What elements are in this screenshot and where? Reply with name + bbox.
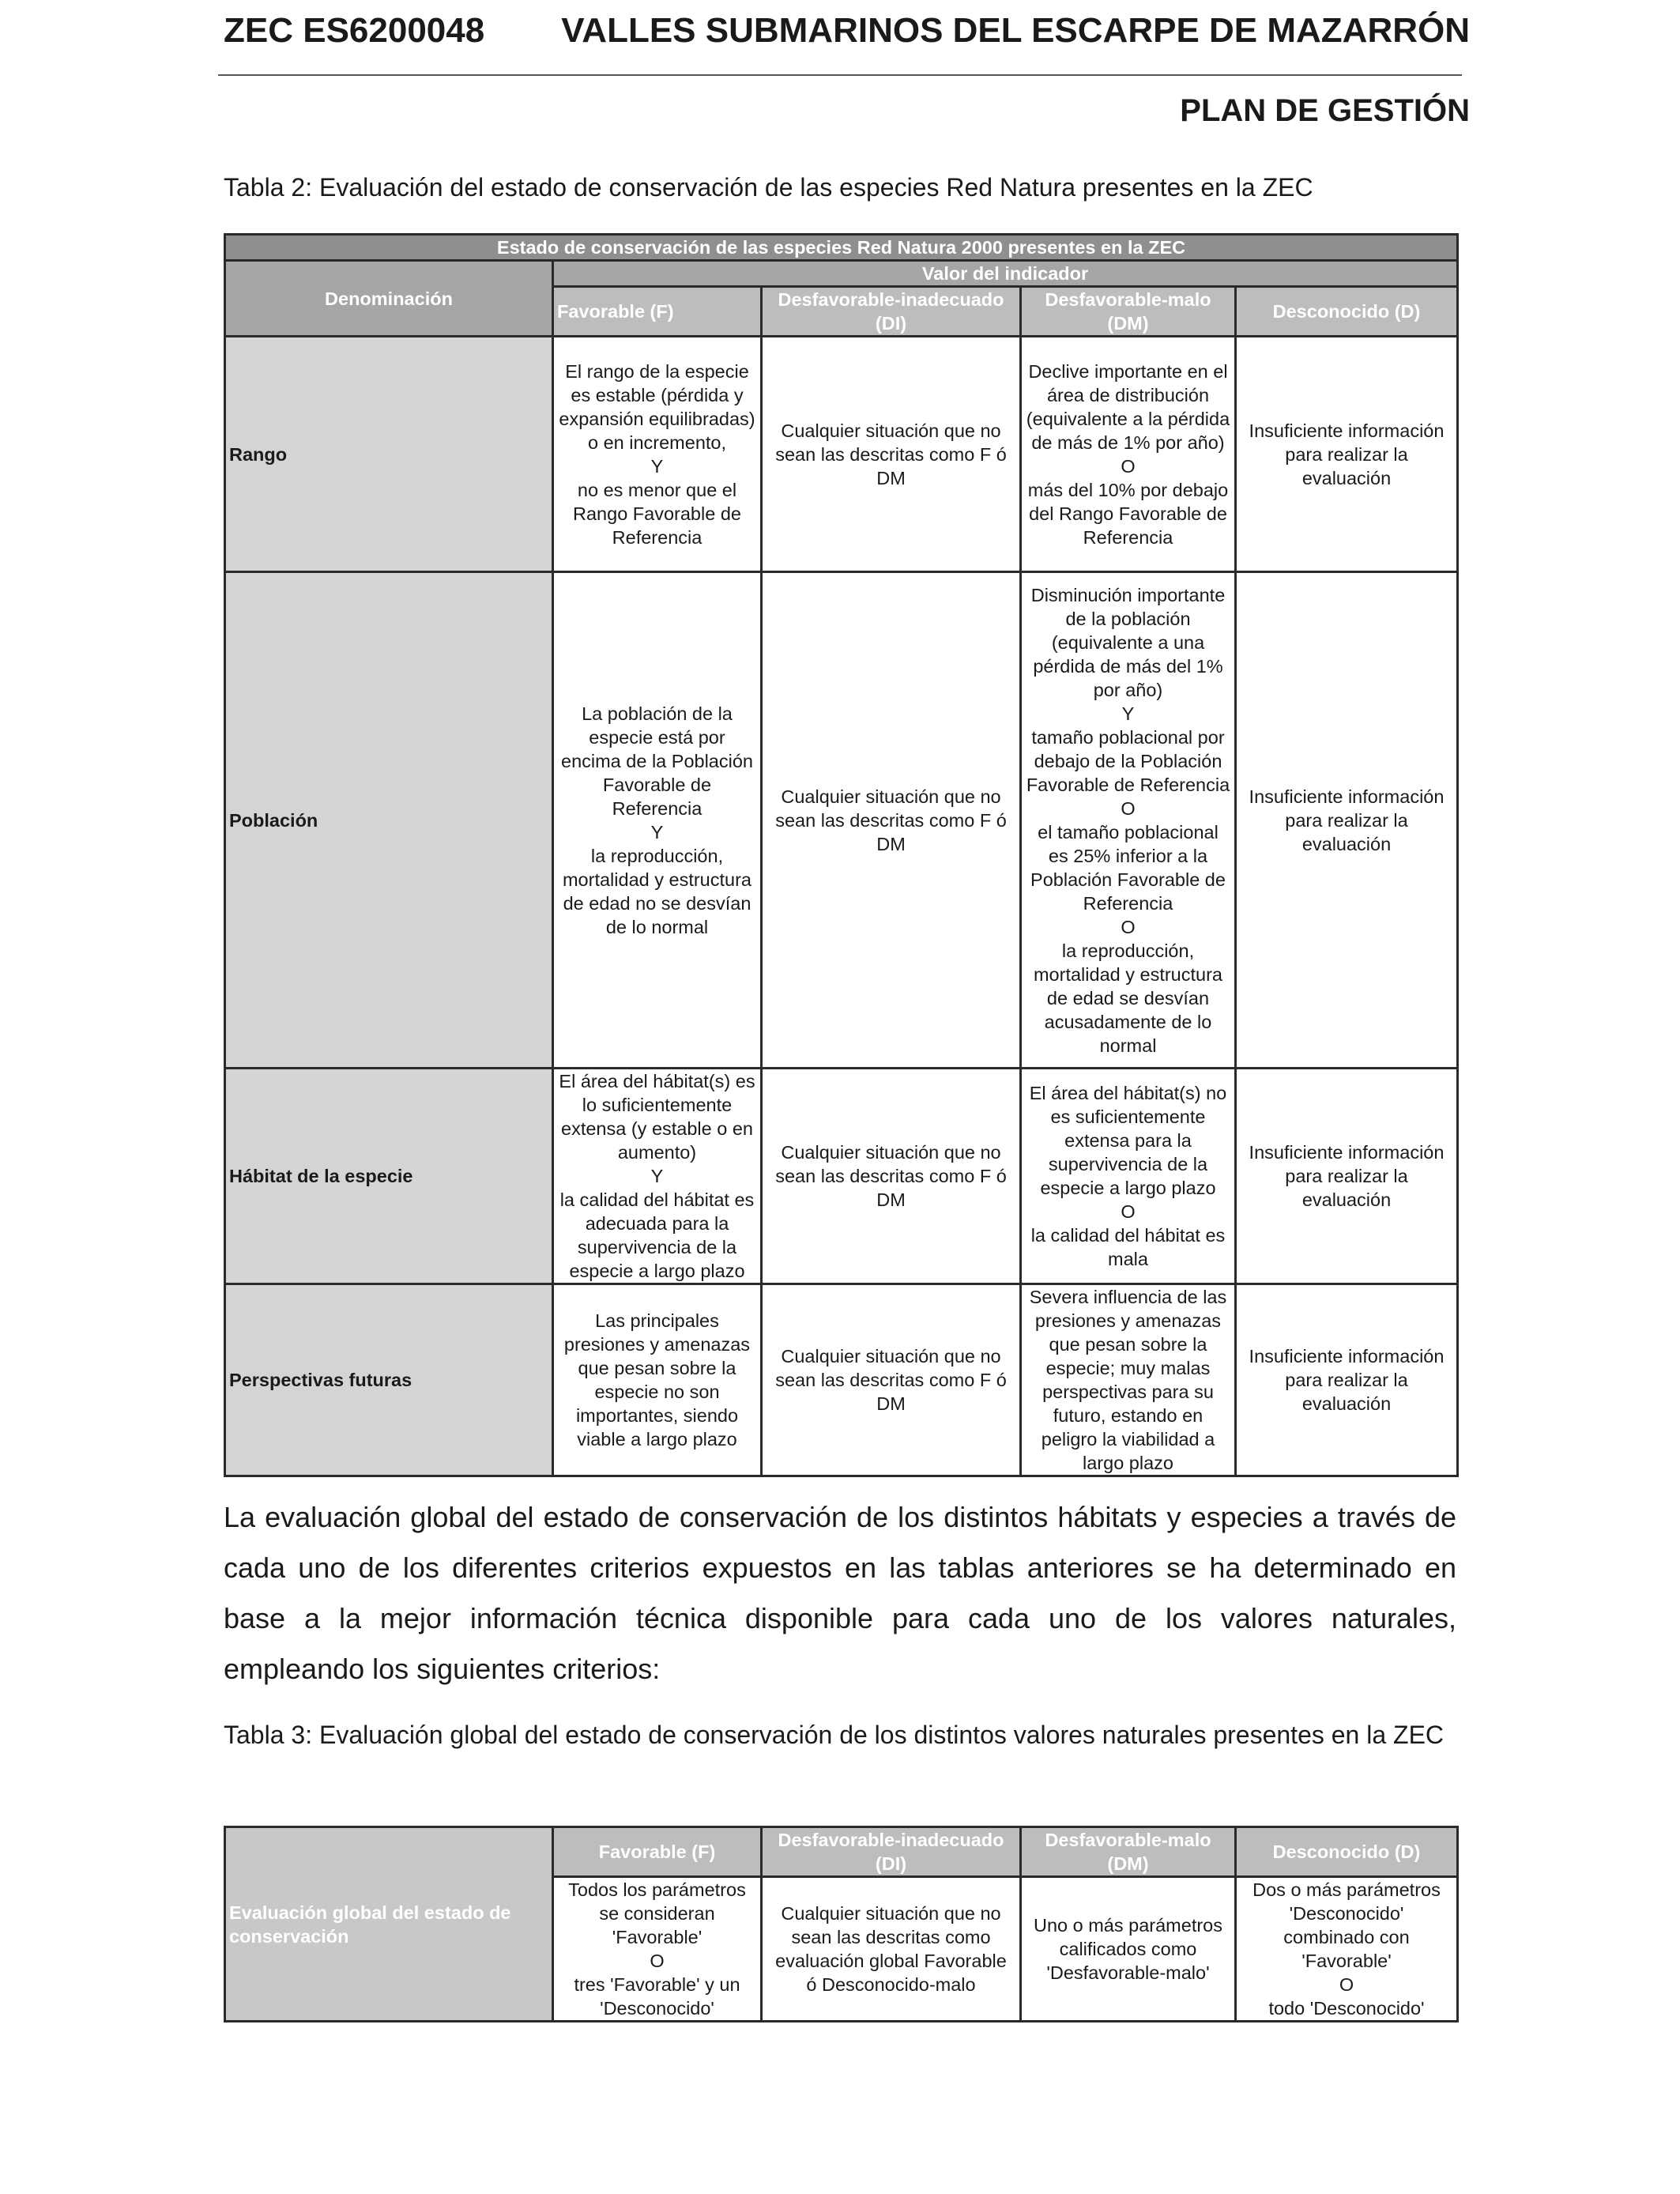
cell-desconocido: Insuficiente información para realizar la evaluación bbox=[1236, 1069, 1458, 1284]
col-desconocido: Desconocido (D) bbox=[1236, 1827, 1458, 1877]
cell-desfavorable-malo: Uno o más parámetros calificados como 'Desfavorable-malo' bbox=[1021, 1877, 1236, 2022]
cell-desfavorable-inadecuado: Cualquier situación que no sean las descritas como F ó DM bbox=[762, 1069, 1021, 1284]
denominacion-header: Denominación bbox=[225, 261, 553, 337]
row-label-habitat: Hábitat de la especie bbox=[225, 1069, 553, 1284]
table-row bbox=[225, 1284, 1458, 1476]
col-desfavorable-malo: Desfavorable-malo (DM) bbox=[1021, 1827, 1236, 1877]
table3-global-evaluation bbox=[224, 1826, 1459, 2022]
body-paragraph: La evaluación global del estado de conservación de los distintos hábitats y especies a través de cada uno de los diferentes criterios expuestos en las tablas anteriores se ha determinado en base a la mejor información técnica disponible para cada uno de los valores naturales, empleando los siguientes criterios: bbox=[224, 1501, 1456, 1685]
col-desfavorable-inadecuado: Desfavorable-inadecuado (DI) bbox=[762, 1827, 1021, 1877]
table2-caption: Tabla 2: Evaluación del estado de conservación de las especies Red Natura presentes en la ZEC bbox=[224, 173, 1313, 202]
cell-desfavorable-malo: Declive importante en el área de distribución (equivalente a la pérdida de más de 1% por año) O más del 10% por debajo del Rango Favorable de Referencia bbox=[1021, 337, 1236, 572]
col-favorable: Favorable (F) bbox=[553, 287, 762, 337]
cell-desfavorable-inadecuado: Cualquier situación que no sean las descritas como evaluación global Favorable ó Desconocido-malo bbox=[762, 1877, 1021, 2022]
cell-favorable: El rango de la especie es estable (pérdida y expansión equilibradas) o en incremento, Y no es menor que el Rango Favorable de Referencia bbox=[553, 337, 762, 572]
table3-caption: Tabla 3: Evaluación global del estado de conservación de los distintos valores naturales presentes en la ZEC bbox=[224, 1721, 1445, 1749]
col-desfavorable-malo: Desfavorable-malo (DM) bbox=[1021, 287, 1236, 337]
header-rule bbox=[218, 74, 1462, 76]
row-label-evaluacion-global: Evaluación global del estado de conservación bbox=[225, 1827, 553, 2022]
row-label-poblacion: Población bbox=[225, 572, 553, 1069]
table-row bbox=[225, 572, 1458, 1069]
site-name: VALLES SUBMARINOS DEL ESCARPE DE MAZARRÓN bbox=[561, 11, 1470, 50]
cell-favorable: Las principales presiones y amenazas que pesan sobre la especie no son importantes, siendo viable a largo plazo bbox=[553, 1284, 762, 1476]
plan-title: PLAN DE GESTIÓN bbox=[1180, 93, 1470, 128]
col-desconocido: Desconocido (D) bbox=[1236, 287, 1458, 337]
table-row bbox=[225, 1069, 1458, 1284]
col-desfavorable-inadecuado: Desfavorable-inadecuado (DI) bbox=[762, 287, 1021, 337]
site-code: ZEC ES6200048 bbox=[224, 11, 485, 50]
cell-desfavorable-malo: El área del hábitat(s) no es suficientemente extensa para la supervivencia de la especie a largo plazo O la calidad del hábitat es mala bbox=[1021, 1069, 1236, 1284]
cell-desfavorable-inadecuado: Cualquier situación que no sean las descritas como F ó DM bbox=[762, 572, 1021, 1069]
table2-title: Estado de conservación de las especies Red Natura 2000 presentes en la ZEC bbox=[225, 235, 1458, 261]
cell-desconocido: Insuficiente información para realizar la evaluación bbox=[1236, 337, 1458, 572]
row-label-perspectivas: Perspectivas futuras bbox=[225, 1284, 553, 1476]
row-label-rango: Rango bbox=[225, 337, 553, 572]
col-favorable: Favorable (F) bbox=[553, 1827, 762, 1877]
cell-favorable: La población de la especie está por encima de la Población Favorable de Referencia Y la reproducción, mortalidad y estructura de edad no se desvían de lo normal bbox=[553, 572, 762, 1069]
cell-favorable: Todos los parámetros se consideran 'Favorable' O tres 'Favorable' y un 'Desconocido' bbox=[553, 1877, 762, 2022]
cell-desfavorable-malo: Disminución importante de la población (equivalente a una pérdida de más del 1% por año) Y tamaño poblacional por debajo de la Población Favorable de Referencia O el tamaño poblacional es 25% inferior a la Población Favorable de Referencia O la reproducción, mortalidad y estructura de edad se desvían acusadamente de lo normal bbox=[1021, 572, 1236, 1069]
cell-favorable: El área del hábitat(s) es lo suficientemente extensa (y estable o en aumento) Y la calidad del hábitat es adecuada para la supervivencia de la especie a largo plazo bbox=[553, 1069, 762, 1284]
table2-conservation-species bbox=[224, 233, 1459, 1477]
valor-indicador-header: Valor del indicador bbox=[553, 261, 1458, 287]
cell-desconocido: Insuficiente información para realizar la evaluación bbox=[1236, 572, 1458, 1069]
cell-desfavorable-malo: Severa influencia de las presiones y amenazas que pesan sobre la especie; muy malas perspectivas para su futuro, estando en peligro la viabilidad a largo plazo bbox=[1021, 1284, 1236, 1476]
cell-desconocido: Dos o más parámetros 'Desconocido' combinado con 'Favorable' O todo 'Desconocido' bbox=[1236, 1877, 1458, 2022]
cell-desfavorable-inadecuado: Cualquier situación que no sean las descritas como F ó DM bbox=[762, 337, 1021, 572]
cell-desfavorable-inadecuado: Cualquier situación que no sean las descritas como F ó DM bbox=[762, 1284, 1021, 1476]
cell-desconocido: Insuficiente información para realizar la evaluación bbox=[1236, 1284, 1458, 1476]
table-row bbox=[225, 337, 1458, 572]
